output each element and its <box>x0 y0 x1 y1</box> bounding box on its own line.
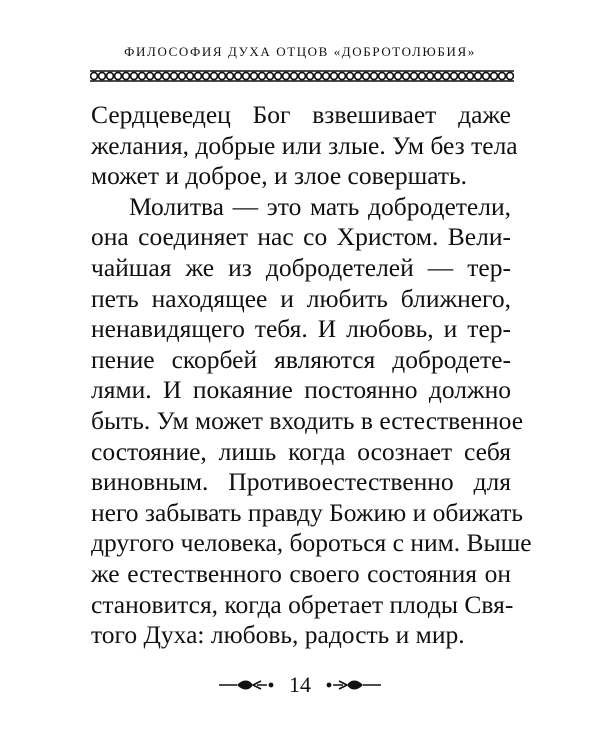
text-line: Сердцеведец Бог взвешивает даже <box>91 100 511 129</box>
braided-rule-icon <box>90 70 514 82</box>
text-line: пение скорбей являются добродете- <box>91 344 511 374</box>
text-line: же естественного своего состояния он <box>91 558 511 588</box>
text-line: желания, добрые или злые. Ум без тела <box>91 130 518 160</box>
text-line: виновным. Противоестественно для <box>91 467 511 497</box>
floral-flourish-icon <box>325 678 383 692</box>
text-line: чайшая же из добродетелей — тер- <box>91 252 511 282</box>
text-line: становится, когда обретает плоды Свя- <box>91 589 514 619</box>
text-line: него забывать правду Божию и обижать <box>91 497 524 527</box>
page-footer <box>0 672 600 698</box>
text-line: может и доброе, и злое совершать. <box>91 161 468 191</box>
text-line: ненавидящего тебя. И любовь, и тер- <box>91 314 511 344</box>
text-line: быть. Ум может входить в естественное <box>91 405 524 435</box>
text-line: петь находящее и любить ближнего, <box>91 283 511 313</box>
text-line: того Духа: любовь, радость и мир. <box>91 620 465 650</box>
text-line: Молитва — это мать добродетели, <box>129 191 511 221</box>
page-number: 14 <box>289 672 311 697</box>
text-line: она соединяет нас со Христом. Вели- <box>91 222 511 252</box>
body-text <box>91 100 532 651</box>
text-line: другого человека, бороться с ним. Выше <box>91 528 532 558</box>
text-line: состояние, лишь когда осознает себя <box>91 436 511 466</box>
text-line: лями. И покаяние постоянно должно <box>91 375 511 405</box>
running-head-title: ФИЛОСОФИЯ ДУХА ОТЦОВ «ДОБРОТОЛЮБИЯ» <box>124 44 476 59</box>
floral-flourish-icon <box>217 678 275 692</box>
